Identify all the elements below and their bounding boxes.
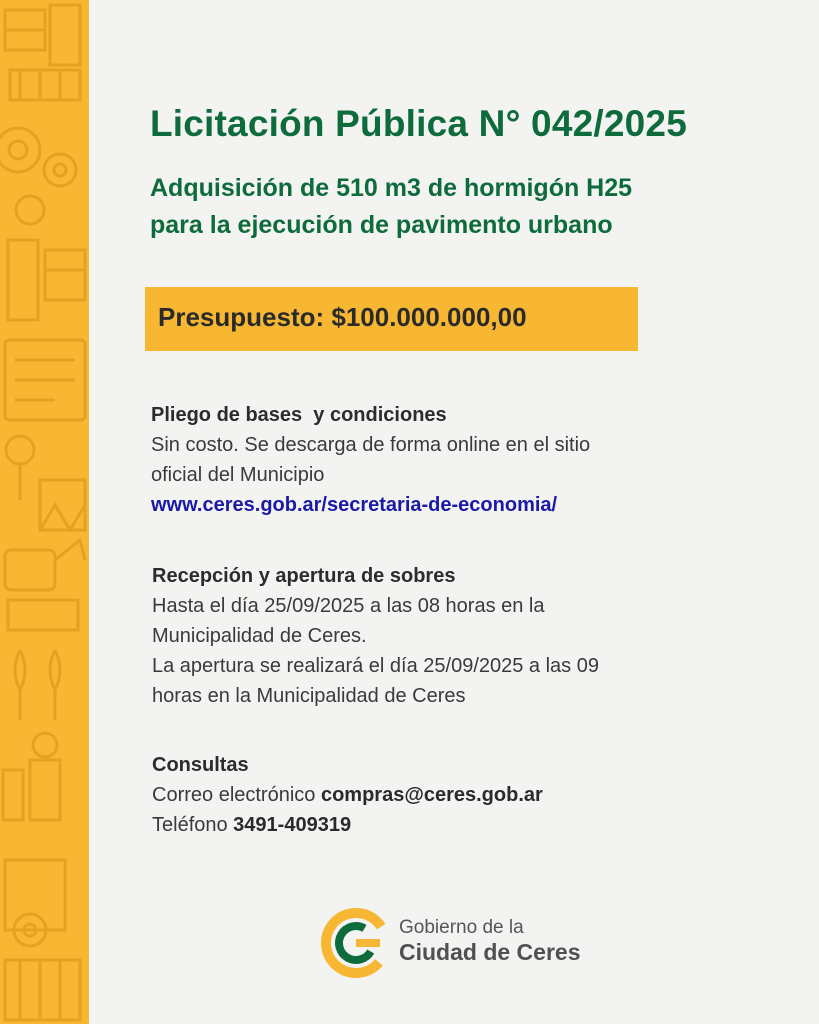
subtitle-line: para la ejecución de pavimento urbano <box>150 211 613 239</box>
city-pattern-icon <box>0 0 89 1024</box>
phone-label: Teléfono <box>152 814 234 836</box>
budget-banner <box>145 287 638 351</box>
email-address[interactable]: compras@ceres.gob.ar <box>320 784 543 806</box>
subtitle <box>150 170 790 244</box>
email-label: Correo electrónico <box>152 784 321 806</box>
ceres-logo-icon <box>318 905 394 981</box>
recepcion-heading: Recepción y apertura de sobres <box>152 565 456 587</box>
decorative-sidebar <box>0 0 89 1024</box>
pliego-line: oficial del Municipio <box>151 464 325 486</box>
logo-text <box>399 917 581 965</box>
logo-line: Gobierno de la <box>399 917 524 938</box>
pliego-heading: Pliego de bases y condiciones <box>151 404 447 426</box>
consultas-section <box>152 750 772 840</box>
pliego-line: Sin costo. Se descarga de forma online en el sitio <box>151 434 591 456</box>
phone-number[interactable]: 3491-409319 <box>233 814 352 836</box>
recepcion-line: Hasta el día 25/09/2025 a las 08 horas en la <box>152 595 545 617</box>
subtitle-line: Adquisición de 510 m3 de hormigón H25 <box>150 174 633 202</box>
economia-link[interactable]: www.ceres.gob.ar/secretaria-de-economia/ <box>151 494 558 516</box>
pliego-section <box>151 400 771 520</box>
consultas-heading: Consultas <box>152 754 249 776</box>
phone-line <box>152 810 772 840</box>
recepcion-line: Municipalidad de Ceres. <box>152 625 367 647</box>
budget-text: Presupuesto: $100.000.000,00 <box>158 302 527 332</box>
recepcion-line: horas en la Municipalidad de Ceres <box>152 685 466 707</box>
logo-line: Ciudad de Ceres <box>399 939 581 965</box>
recepcion-section <box>152 561 772 711</box>
page-title: Licitación Pública N° 042/2025 <box>150 103 687 144</box>
email-line <box>152 780 772 810</box>
recepcion-line: La apertura se realizará el día 25/09/2025 a las 09 <box>152 655 599 677</box>
